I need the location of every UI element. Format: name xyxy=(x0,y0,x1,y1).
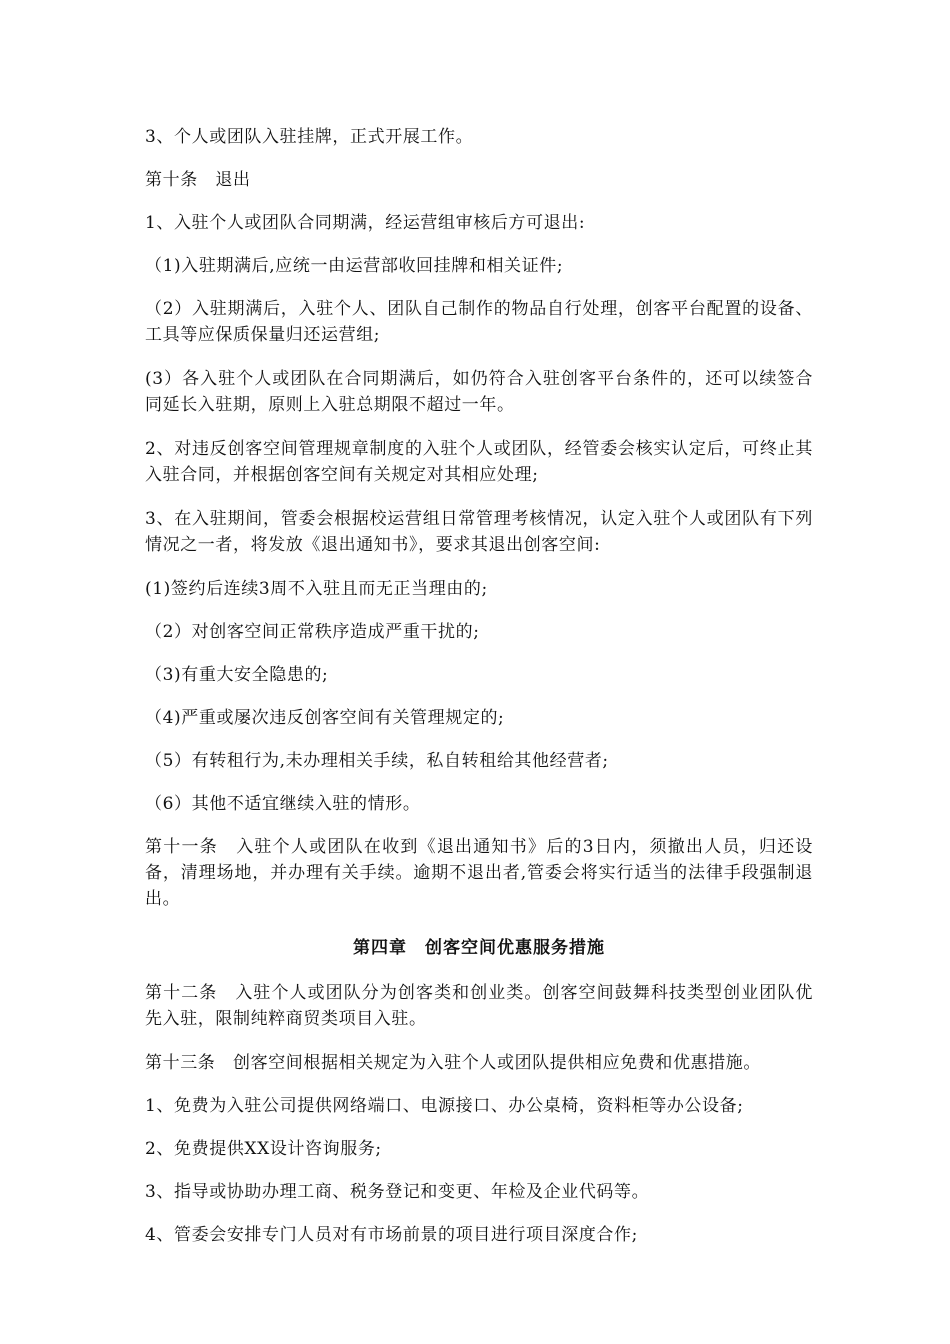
paragraph-exit-3-1: (1)签约后连续3周不入驻且而无正当理由的; xyxy=(145,579,488,599)
paragraph-exit-3: 3、在入驻期间，管委会根据校运营组日常管理考核情况，认定入驻个人或团队有下列情况之一者，将发放《退出通知书》，要求其退出创客空间: xyxy=(145,509,813,555)
paragraph-service-3: 3、指导或协助办理工商、税务登记和变更、年检及企业代码等。 xyxy=(145,1182,650,1202)
article-13: 第十三条 创客空间根据相关规定为入驻个人或团队提供相应免费和优惠措施。 xyxy=(145,1053,761,1073)
paragraph-exit-1: 1、入驻个人或团队合同期满，经运营组审核后方可退出: xyxy=(145,213,586,233)
paragraph-exit-3-6: （6）其他不适宜继续入驻的情形。 xyxy=(145,794,421,814)
article-11: 第十一条 入驻个人或团队在收到《退出通知书》后的3日内，须撤出人员，归还设备，清理场地，并办理有关手续。逾期不退出者,管委会将实行适当的法律手段强制退出。 xyxy=(145,837,813,909)
paragraph-service-2: 2、免费提供XX设计咨询服务; xyxy=(145,1139,382,1159)
paragraph-exit-2: 2、对违反创客空间管理规章制度的入驻个人或团队，经管委会核实认定后，可终止其入驻合同，并根据创客空间有关规定对其相应处理; xyxy=(145,439,813,485)
paragraph-service-1: 1、免费为入驻公司提供网络端口、电源接口、办公桌椅，资料柜等办公设备; xyxy=(145,1096,744,1116)
paragraph-item-3-listing: 3、个人或团队入驻挂牌，正式开展工作。 xyxy=(145,127,474,147)
paragraph-exit-1-3: (3）各入驻个人或团队在合同期满后，如仍符合入驻创客平台条件的，还可以续签合同延长入驻期，原则上入驻总期限不超过一年。 xyxy=(145,369,813,415)
chapter-heading: 第四章 创客空间优惠服务措施 xyxy=(353,938,605,958)
paragraph-exit-3-4: （4)严重或屡次违反创客空间有关管理规定的; xyxy=(145,708,505,728)
article-10-title: 第十条 退出 xyxy=(145,170,251,190)
paragraph-exit-3-2: （2）对创客空间正常秩序造成严重干扰的; xyxy=(145,622,480,642)
paragraph-exit-3-3: （3)有重大安全隐患的; xyxy=(145,665,329,685)
paragraph-exit-1-1: （1)入驻期满后,应统一由运营部收回挂牌和相关证件; xyxy=(145,256,564,276)
paragraph-exit-3-5: （5）有转租行为,未办理相关手续，私自转租给其他经营者; xyxy=(145,751,609,771)
article-12: 第十二条 入驻个人或团队分为创客类和创业类。创客空间鼓舞科技类型创业团队优先入驻，限制纯粹商贸类项目入驻。 xyxy=(145,983,813,1029)
paragraph-service-4: 4、管委会安排专门人员对有市场前景的项目进行项目深度合作; xyxy=(145,1225,638,1245)
document-body xyxy=(145,124,813,1265)
paragraph-exit-1-2: （2）入驻期满后，入驻个人、团队自己制作的物品自行处理，创客平台配置的设备、工具等应保质保量归还运营组; xyxy=(145,299,813,345)
